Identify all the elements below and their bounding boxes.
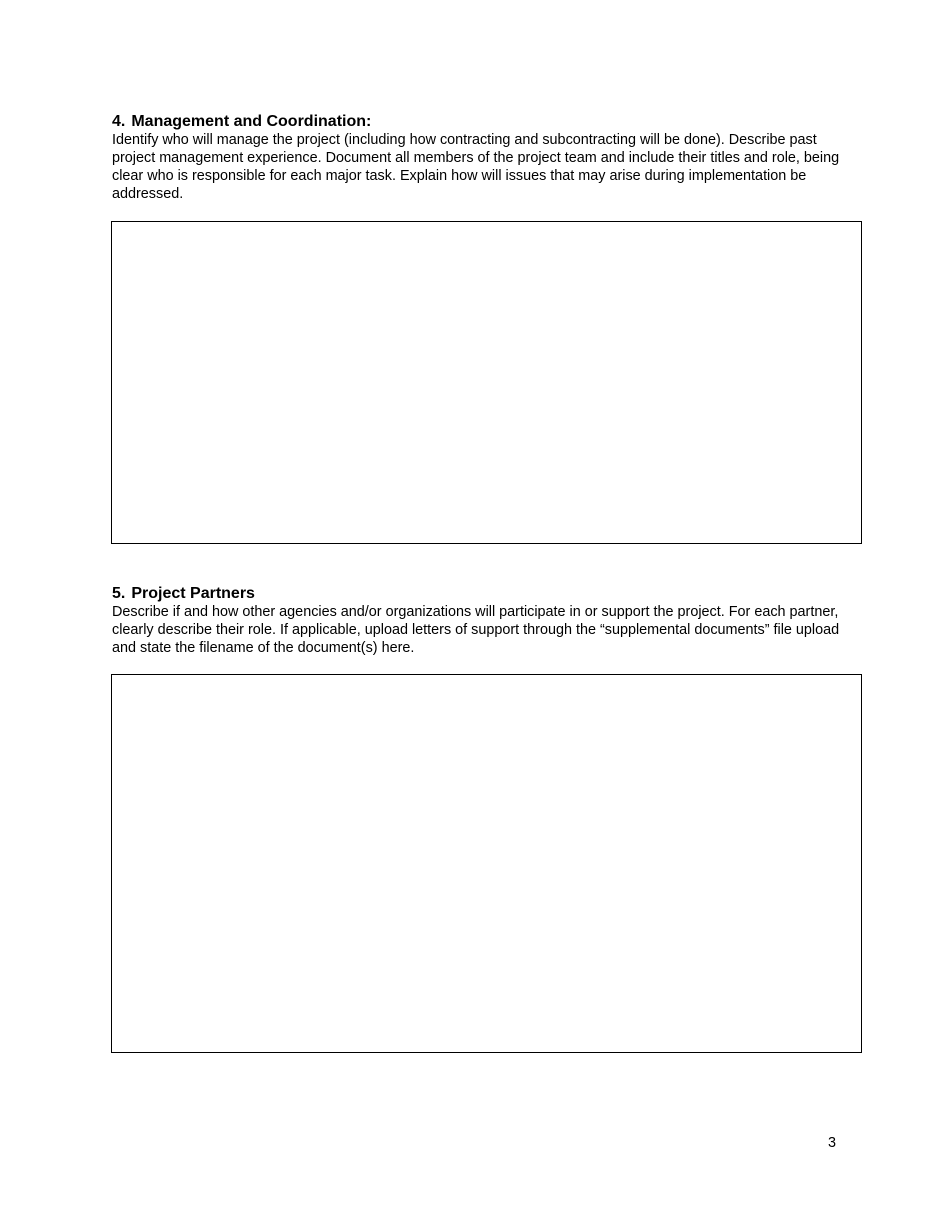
section-number: 5. <box>112 585 126 602</box>
section-title: Project Partners <box>131 585 255 602</box>
section-heading <box>112 112 862 131</box>
section-management-coordination <box>112 112 862 203</box>
section-number: 4. <box>112 113 126 130</box>
page-number: 3 <box>828 1135 837 1151</box>
section-project-partners <box>112 584 862 657</box>
section-description: Describe if and how other agencies and/or organizations will participate in or support the project. For each partner, clearly describe their role. If applicable, upload letters of support through the “supplemental documents” file upload and state the filename of the document(s) here. <box>112 604 840 656</box>
section-heading <box>112 584 862 603</box>
section-title: Management and Coordination: <box>131 113 372 130</box>
management-coordination-answer-box[interactable] <box>111 221 862 544</box>
section-description: Identify who will manage the project (including how contracting and subcontracting will be done). Describe past project management experience. Document all members of the project team and include their titles and role, being clear who is responsible for each major task. Explain how will issues that may arise during implementation be addressed. <box>112 132 840 202</box>
project-partners-answer-box[interactable] <box>111 674 862 1053</box>
